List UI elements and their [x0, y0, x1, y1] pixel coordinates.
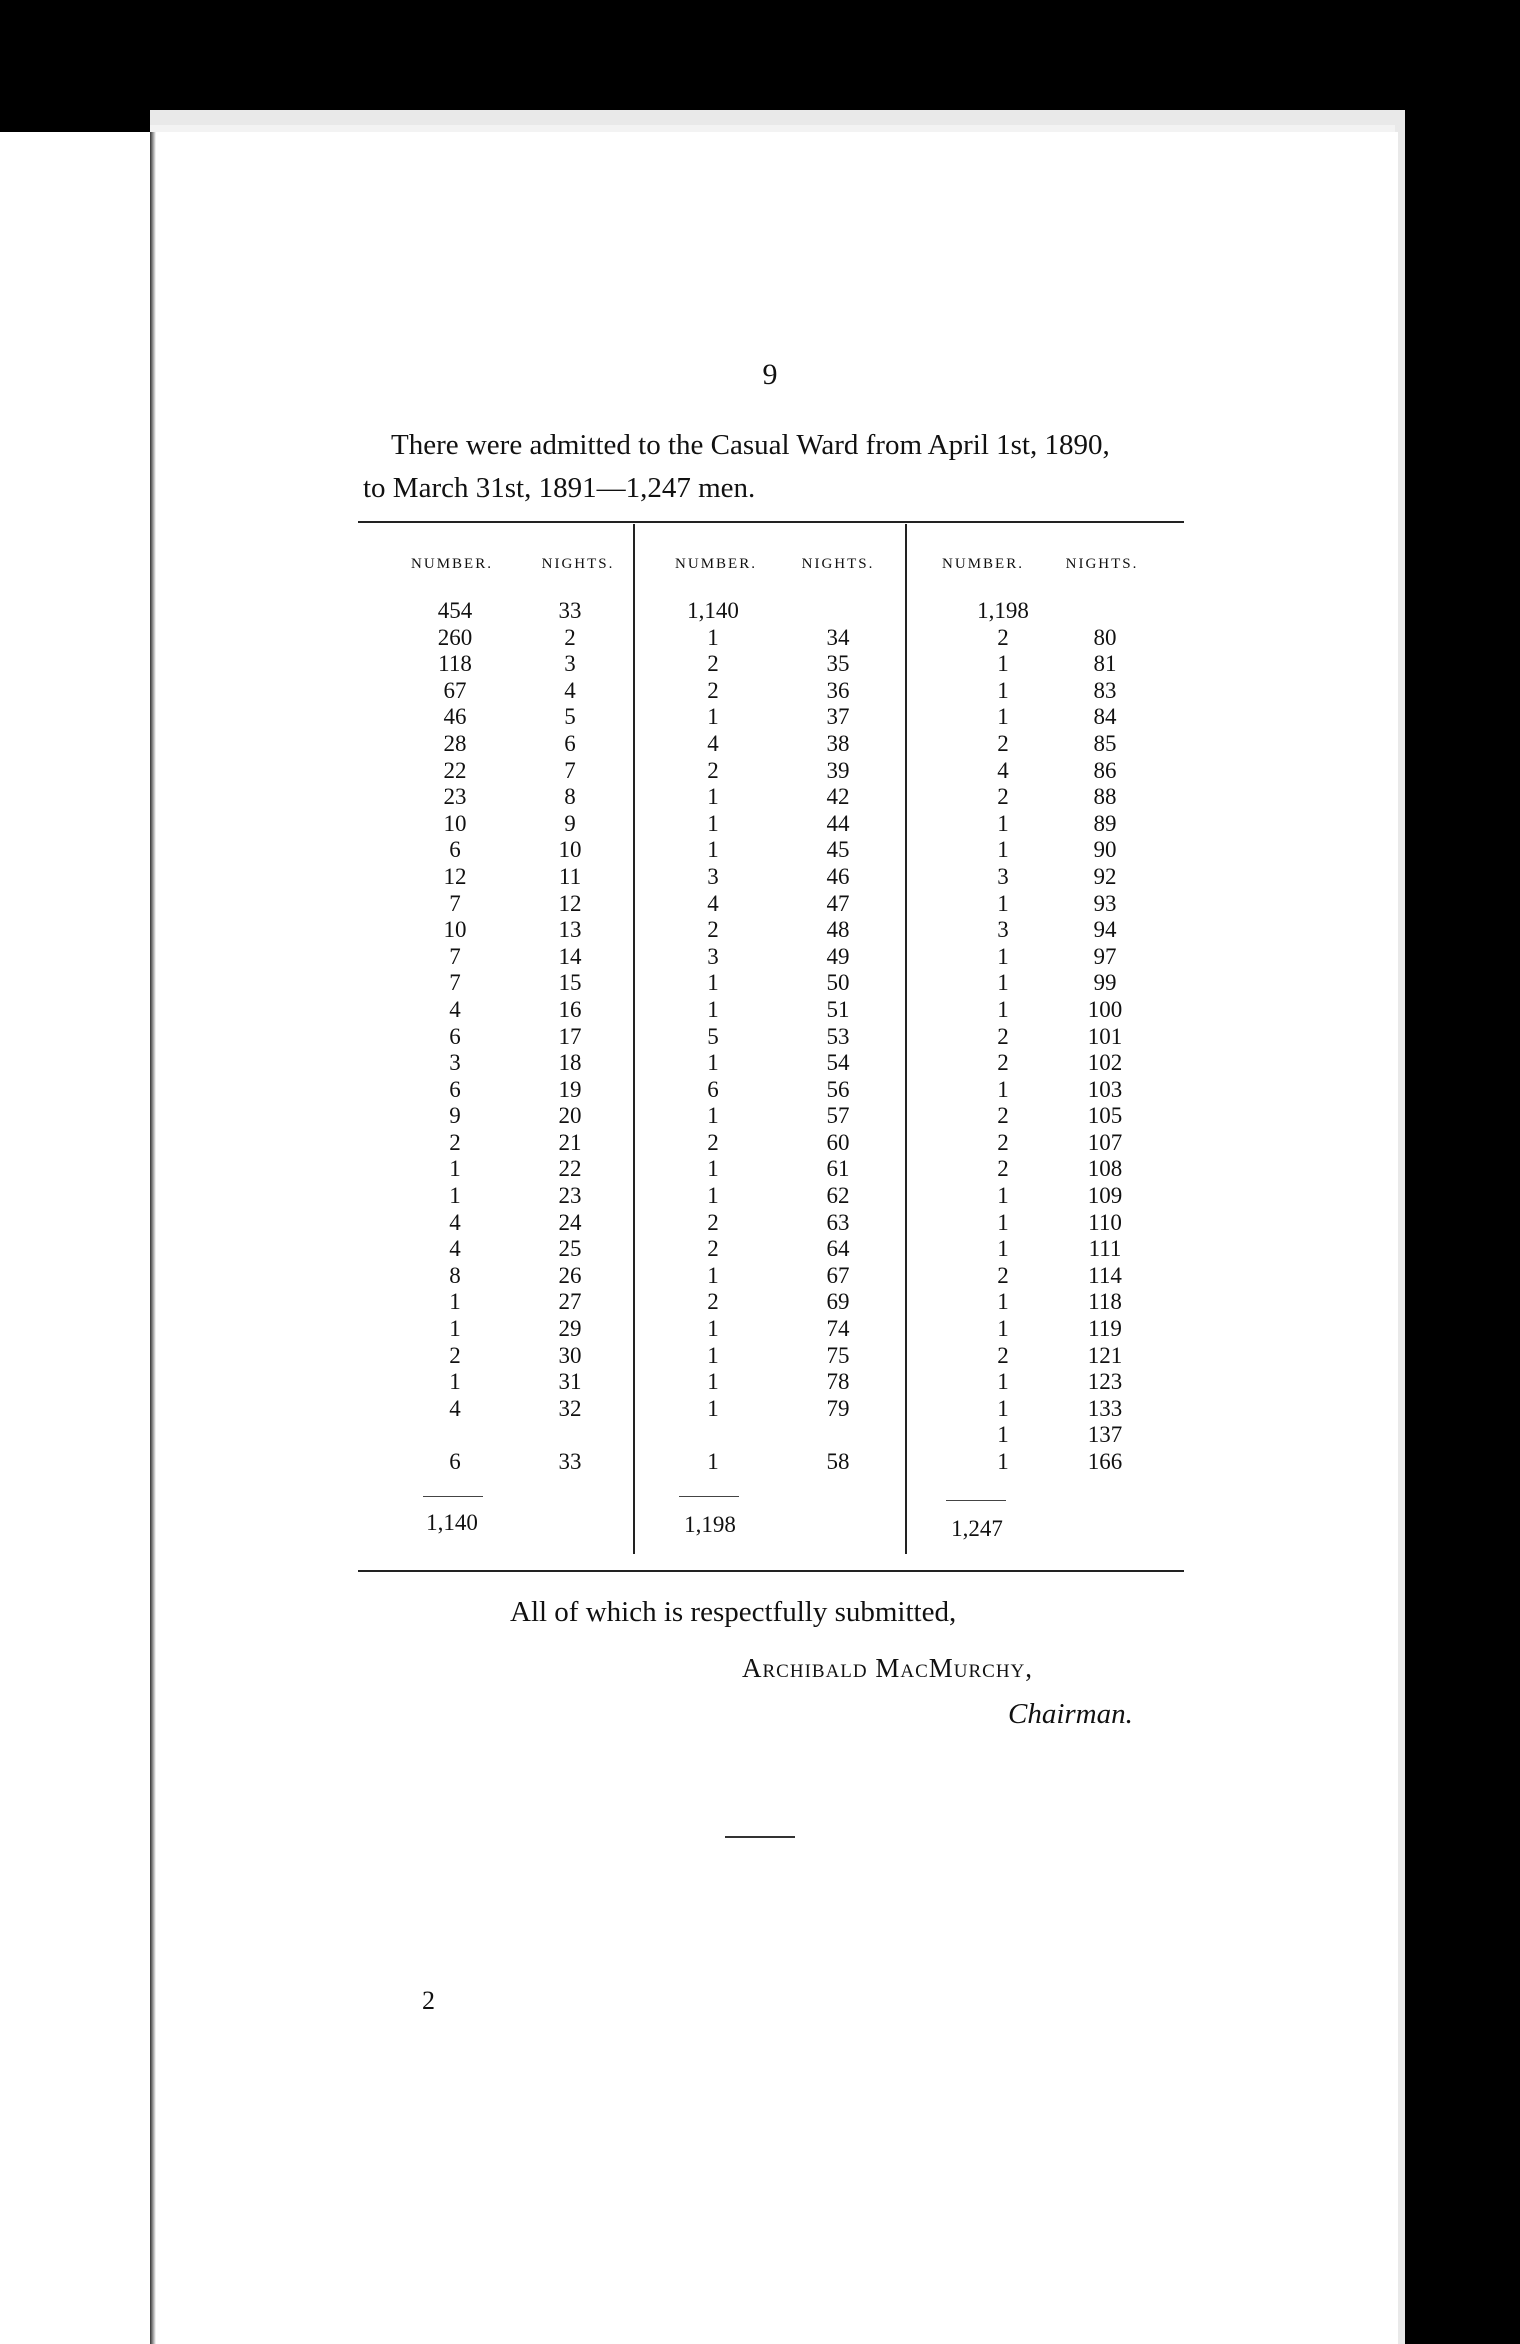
- table-cell-number: [668, 1422, 758, 1449]
- table-cell-nights: 48: [826, 917, 850, 943]
- table-cell-nights: 93: [1093, 890, 1117, 916]
- table-top-rule: [358, 521, 1184, 523]
- table-cell-nights: 57: [826, 1103, 850, 1129]
- table-cell-number: 9: [449, 1103, 461, 1129]
- table-cell-number: 3: [997, 863, 1009, 889]
- table-cell-number: 1: [997, 890, 1009, 916]
- table-cell-number: 3: [997, 917, 1009, 943]
- table-cell-number: 2: [707, 677, 719, 703]
- table-cell-nights: 62: [826, 1183, 850, 1209]
- table-cell-number: 1: [707, 1262, 719, 1288]
- table-cell-number: 2: [707, 1236, 719, 1262]
- table-cell-number: 7: [449, 890, 461, 916]
- table-cell-number: 2: [997, 1262, 1009, 1288]
- table-cell-number: 23: [443, 784, 467, 810]
- table-cell-nights: 60: [826, 1129, 850, 1155]
- subtotal-rule-3: [946, 1500, 1006, 1501]
- table-cell-nights: 19: [558, 1076, 582, 1102]
- table-cell-number: 1: [997, 1236, 1009, 1262]
- table-cell-number: 6: [449, 1449, 461, 1474]
- table-cell-number: 1: [997, 996, 1009, 1022]
- table-cell-nights: 33: [558, 598, 582, 623]
- table-cell-nights: 107: [1087, 1129, 1123, 1155]
- table-cell-number: 1: [997, 1076, 1009, 1102]
- table-cell-number: 1: [997, 1289, 1009, 1315]
- table-cell-nights: 21: [558, 1129, 582, 1155]
- table-cell-nights: 26: [558, 1262, 582, 1288]
- table-cell-number: 4: [449, 1209, 461, 1235]
- table-cell-nights: 86: [1093, 757, 1117, 783]
- table-cell-number: 118: [438, 651, 472, 677]
- table-cell-nights: 15: [558, 970, 582, 996]
- table-cell-number: 46: [443, 704, 467, 730]
- table-cell-nights: 105: [1087, 1103, 1123, 1129]
- table-cell-nights: 36: [826, 677, 850, 703]
- table-cell-nights: 58: [826, 1449, 850, 1474]
- table-cell-nights: 34: [826, 624, 850, 650]
- table-cell-number: 22: [443, 757, 467, 783]
- header-number-1: NUMBER.: [411, 556, 493, 572]
- table-cell-number: 1: [997, 704, 1009, 730]
- table-cell-number: 1: [707, 1342, 719, 1368]
- table-cell-nights: 10: [558, 837, 582, 863]
- table-cell-number: 1: [997, 677, 1009, 703]
- table-cell-nights: 81: [1093, 651, 1117, 677]
- table-cell-nights: 7: [564, 757, 576, 783]
- table-cell-number: 1: [707, 704, 719, 730]
- table-cell-number: 6: [449, 1076, 461, 1102]
- table-cell-nights: 92: [1093, 863, 1117, 889]
- table-cell-nights: 101: [1087, 1023, 1123, 1049]
- header-nights-2: NIGHTS.: [801, 556, 875, 572]
- table-cell-number: 1: [707, 1316, 719, 1342]
- table-cell-nights: 100: [1087, 996, 1123, 1022]
- table-cell-nights: 37: [826, 704, 850, 730]
- table-cell-number: 3: [449, 1050, 461, 1076]
- table-cell-number: 3: [707, 943, 719, 969]
- table-cell-number: 1: [997, 1449, 1009, 1474]
- table-cell-number: 1: [707, 1103, 719, 1129]
- table-cell-number: 2: [707, 757, 719, 783]
- signer-title: Chairman.: [1008, 1698, 1133, 1730]
- table-cell-number: 2: [707, 917, 719, 943]
- table-cell-number: 2: [997, 1342, 1009, 1368]
- table-cell-nights: 42: [826, 784, 850, 810]
- table-cell-number: 1: [707, 624, 719, 650]
- table-cell-number: 2: [449, 1342, 461, 1368]
- intro-line-2: to March 31st, 1891—1,247 men.: [363, 472, 756, 504]
- table-cell-nights: 69: [826, 1289, 850, 1315]
- table-cell-number: 2: [997, 1050, 1009, 1076]
- table-cell-number: 7: [449, 970, 461, 996]
- table-cell-number: 2: [707, 1289, 719, 1315]
- table-cell-nights: 78: [826, 1369, 850, 1395]
- table-cell-nights: 20: [558, 1103, 582, 1129]
- column-nights-2: [808, 598, 868, 1476]
- table-cell-number: 4: [449, 996, 461, 1022]
- table-cell-number: 2: [997, 730, 1009, 756]
- table-cell-nights: 39: [826, 757, 850, 783]
- column-divider-1: [633, 524, 635, 1554]
- table-cell-nights: 11: [558, 863, 582, 889]
- table-cell-nights: 123: [1087, 1369, 1123, 1395]
- table-cell-nights: 63: [826, 1209, 850, 1235]
- table-cell-nights: 13: [558, 917, 582, 943]
- table-cell-number: 2: [997, 1156, 1009, 1182]
- table-cell-nights: 4: [564, 677, 576, 703]
- table-cell-nights: 51: [826, 996, 850, 1022]
- table-cell-nights: 2: [564, 624, 576, 650]
- table-cell-nights: [808, 598, 868, 625]
- table-cell-number: 1: [449, 1156, 461, 1182]
- table-cell-number: 6: [449, 837, 461, 863]
- table-cell-number: 3: [707, 863, 719, 889]
- table-cell-nights: 32: [558, 1395, 582, 1421]
- table-cell-number: 1: [449, 1289, 461, 1315]
- table-cell-nights: 38: [826, 730, 850, 756]
- table-cell-number: 1,140: [687, 598, 739, 623]
- closing-rule: [725, 1836, 795, 1838]
- table-cell-nights: 102: [1087, 1050, 1123, 1076]
- table-cell-nights: 108: [1087, 1156, 1123, 1182]
- table-cell-nights: 3: [564, 651, 576, 677]
- total-1: 1,140: [426, 1510, 478, 1535]
- table-cell-nights: 49: [826, 943, 850, 969]
- table-cell-number: 1: [707, 837, 719, 863]
- table-cell-nights: 31: [558, 1369, 582, 1395]
- table-cell-nights: 75: [826, 1342, 850, 1368]
- table-cell-nights: 22: [558, 1156, 582, 1182]
- table-cell-nights: 9: [564, 810, 576, 836]
- table-cell-nights: 94: [1093, 917, 1117, 943]
- table-cell-number: 2: [997, 1103, 1009, 1129]
- closing-line: All of which is respectfully submitted,: [510, 1596, 957, 1628]
- table-cell-number: 4: [449, 1236, 461, 1262]
- table-cell-number: 2: [997, 1023, 1009, 1049]
- table-cell-number: 1: [997, 1209, 1009, 1235]
- table-cell-number: 4: [997, 757, 1009, 783]
- table-cell-nights: 23: [558, 1183, 582, 1209]
- table-cell-nights: 110: [1088, 1209, 1122, 1235]
- table-cell-nights: 61: [826, 1156, 850, 1182]
- table-cell-nights: 83: [1093, 677, 1117, 703]
- table-cell-nights: 17: [558, 1023, 582, 1049]
- table-cell-number: 10: [443, 810, 467, 836]
- table-cell-number: 2: [707, 651, 719, 677]
- table-cell-nights: 111: [1088, 1236, 1122, 1262]
- table-cell-number: 260: [437, 624, 473, 650]
- table-cell-nights: 35: [826, 651, 850, 677]
- table-cell-number: 1: [997, 837, 1009, 863]
- table-cell-number: 2: [449, 1129, 461, 1155]
- subtotal-rule-2: [679, 1496, 739, 1497]
- table-cell-number: 7: [449, 943, 461, 969]
- table-cell-nights: 8: [564, 784, 576, 810]
- table-cell-number: 454: [437, 598, 473, 623]
- subtotal-rule-1: [423, 1496, 483, 1497]
- table-cell-nights: 85: [1093, 730, 1117, 756]
- table-cell-nights: 99: [1093, 970, 1117, 996]
- total-3: 1,247: [951, 1516, 1003, 1541]
- table-cell-number: 5: [707, 1023, 719, 1049]
- table-cell-number: 8: [449, 1262, 461, 1288]
- table-cell-nights: [808, 1422, 868, 1449]
- table-cell-nights: 53: [826, 1023, 850, 1049]
- table-cell-nights: 56: [826, 1076, 850, 1102]
- header-number-2: NUMBER.: [675, 556, 757, 572]
- header-nights-1: NIGHTS.: [541, 556, 615, 572]
- table-cell-nights: 33: [558, 1449, 582, 1474]
- table-cell-number: 4: [707, 890, 719, 916]
- table-cell-nights: 14: [558, 943, 582, 969]
- table-cell-nights: [540, 1422, 600, 1449]
- table-cell-number: 1: [997, 1369, 1009, 1395]
- table-cell-number: 1: [997, 651, 1009, 677]
- column-number-1: [420, 598, 490, 1476]
- table-cell-nights: 114: [1088, 1262, 1122, 1288]
- table-cell-nights: 50: [826, 970, 850, 996]
- table-cell-nights: 44: [826, 810, 850, 836]
- table-cell-number: 1: [449, 1183, 461, 1209]
- table-cell-nights: 64: [826, 1236, 850, 1262]
- header-nights-3: NIGHTS.: [1065, 556, 1139, 572]
- table-cell-nights: 133: [1087, 1395, 1123, 1421]
- table-cell-number: 1: [707, 1050, 719, 1076]
- intro-paragraph: [363, 424, 1213, 510]
- table-cell-nights: 30: [558, 1342, 582, 1368]
- table-cell-nights: 84: [1093, 704, 1117, 730]
- table-cell-nights: 118: [1088, 1289, 1122, 1315]
- table-cell-number: 1: [997, 1316, 1009, 1342]
- table-cell-number: 2: [997, 1129, 1009, 1155]
- table-cell-number: 10: [443, 917, 467, 943]
- column-divider-2: [905, 524, 907, 1554]
- table-cell-nights: 109: [1087, 1183, 1123, 1209]
- table-cell-number: 6: [707, 1076, 719, 1102]
- table-cell-nights: 6: [564, 730, 576, 756]
- table-cell-nights: [1075, 598, 1135, 625]
- column-number-2: [668, 598, 758, 1476]
- table-cell-nights: 24: [558, 1209, 582, 1235]
- total-2: 1,198: [684, 1512, 736, 1537]
- table-cell-number: 2: [707, 1209, 719, 1235]
- table-cell-number: 1: [707, 1395, 719, 1421]
- table-cell-nights: 16: [558, 996, 582, 1022]
- table-cell-nights: 90: [1093, 837, 1117, 863]
- table-cell-nights: 27: [558, 1289, 582, 1315]
- table-cell-nights: 121: [1087, 1342, 1123, 1368]
- table-cell-nights: 74: [826, 1316, 850, 1342]
- table-cell-number: 1: [997, 1422, 1009, 1448]
- table-cell-number: [420, 1422, 490, 1449]
- table-cell-nights: 166: [1087, 1449, 1123, 1474]
- table-cell-number: 4: [449, 1395, 461, 1421]
- table-cell-number: 1: [707, 1156, 719, 1182]
- table-cell-nights: 47: [826, 890, 850, 916]
- column-number-3: [948, 598, 1058, 1476]
- column-nights-1: [540, 598, 600, 1476]
- table-cell-nights: 97: [1093, 943, 1117, 969]
- table-cell-number: 1: [707, 1449, 719, 1474]
- table-cell-nights: 25: [558, 1236, 582, 1262]
- binding-gutter: [150, 132, 156, 2344]
- table-cell-number: 1: [707, 784, 719, 810]
- table-cell-number: 1: [707, 1183, 719, 1209]
- table-cell-number: 1: [997, 943, 1009, 969]
- table-cell-nights: 67: [826, 1262, 850, 1288]
- table-cell-number: 1: [707, 996, 719, 1022]
- table-cell-number: 1: [449, 1369, 461, 1395]
- table-cell-nights: 80: [1093, 624, 1117, 650]
- table-cell-number: 1: [707, 1369, 719, 1395]
- table-cell-number: 1,198: [977, 598, 1029, 623]
- table-cell-number: 1: [997, 1395, 1009, 1421]
- table-cell-nights: 45: [826, 837, 850, 863]
- table-cell-nights: 54: [826, 1050, 850, 1076]
- table-cell-nights: 29: [558, 1316, 582, 1342]
- table-cell-number: 1: [449, 1316, 461, 1342]
- table-cell-nights: 103: [1087, 1076, 1123, 1102]
- table-cell-nights: 137: [1087, 1422, 1123, 1448]
- table-cell-number: 12: [443, 863, 467, 889]
- table-cell-number: 1: [707, 970, 719, 996]
- table-cell-number: 28: [443, 730, 467, 756]
- table-cell-nights: 88: [1093, 784, 1117, 810]
- table-cell-number: 67: [443, 677, 467, 703]
- table-cell-number: 1: [997, 810, 1009, 836]
- table-bottom-rule: [358, 1570, 1184, 1572]
- intro-line-1: There were admitted to the Casual Ward from April 1st, 1890,: [391, 429, 1110, 461]
- table-cell-number: 2: [997, 624, 1009, 650]
- table-cell-nights: 18: [558, 1050, 582, 1076]
- header-number-3: NUMBER.: [942, 556, 1024, 572]
- signer-name: Archibald MacMurchy,: [742, 1653, 1034, 1683]
- table-cell-number: 1: [997, 1183, 1009, 1209]
- table-cell-number: 4: [707, 730, 719, 756]
- column-nights-3: [1075, 598, 1135, 1476]
- table-cell-nights: 12: [558, 890, 582, 916]
- table-cell-number: 1: [997, 970, 1009, 996]
- table-cell-nights: 5: [564, 704, 576, 730]
- signature-mark: 2: [422, 1986, 435, 2015]
- table-cell-nights: 89: [1093, 810, 1117, 836]
- page-number: 9: [762, 358, 778, 391]
- table-cell-nights: 46: [826, 863, 850, 889]
- table-cell-nights: 79: [826, 1395, 850, 1421]
- table-cell-number: 1: [707, 810, 719, 836]
- table-cell-number: 2: [707, 1129, 719, 1155]
- table-cell-nights: 119: [1088, 1316, 1122, 1342]
- table-cell-number: 6: [449, 1023, 461, 1049]
- table-cell-number: 2: [997, 784, 1009, 810]
